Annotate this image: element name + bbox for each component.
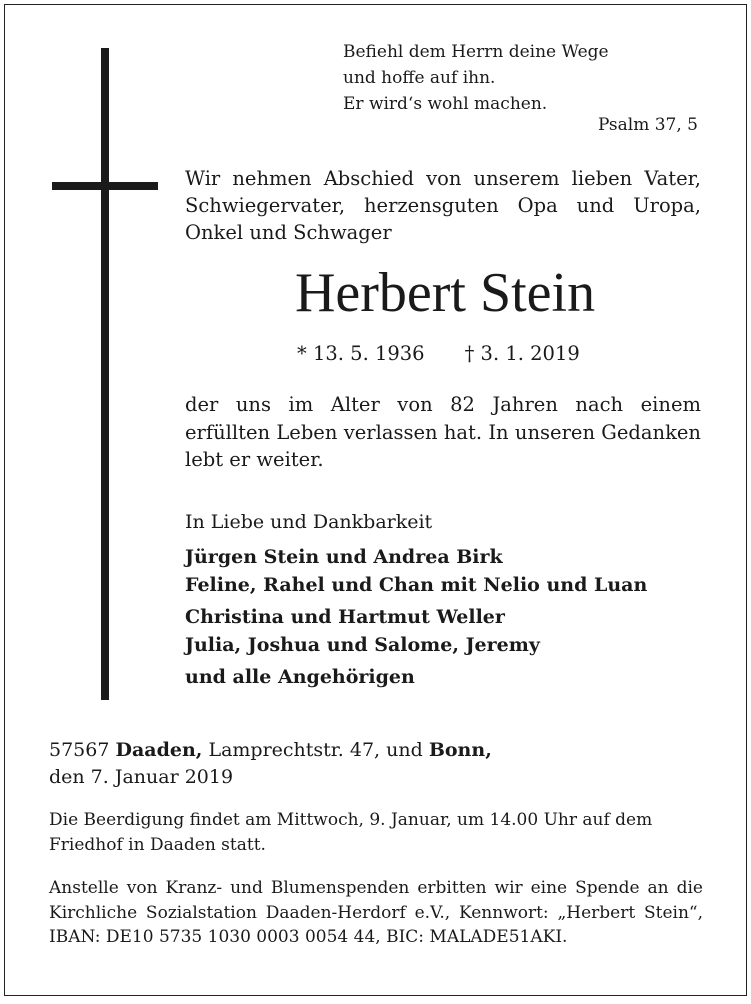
mourner-line: Christina und Hartmut Weller bbox=[185, 606, 505, 628]
obituary-notice bbox=[4, 4, 747, 996]
psalm-quote bbox=[343, 39, 609, 117]
cross-horizontal-beam bbox=[52, 182, 158, 190]
birth-date: * 13. 5. 1936 bbox=[297, 342, 425, 365]
mourners-list bbox=[185, 544, 647, 692]
zip-code: 57567 bbox=[49, 739, 110, 761]
place-and-date bbox=[49, 737, 703, 791]
city: Daaden, bbox=[115, 739, 203, 761]
mourner-group bbox=[185, 664, 647, 692]
psalm-line: Befiehl dem Herrn deine Wege bbox=[343, 42, 609, 62]
mourner-group bbox=[185, 544, 647, 599]
cross-vertical-beam bbox=[101, 48, 109, 700]
psalm-line: Er wird‘s wohl machen. bbox=[343, 94, 548, 114]
street: Lamprechtstr. 47, und bbox=[208, 739, 423, 761]
mourner-group bbox=[185, 604, 647, 659]
death-date: † 3. 1. 2019 bbox=[464, 342, 580, 365]
mourner-line: Feline, Rahel und Chan mit Nelio und Luan bbox=[185, 573, 648, 596]
city-2: Bonn, bbox=[428, 739, 492, 761]
mourners-intro: In Liebe und Dankbarkeit bbox=[185, 511, 433, 533]
life-dates bbox=[297, 342, 580, 365]
notice-date: den 7. Januar 2019 bbox=[49, 766, 234, 788]
psalm-reference: Psalm 37, 5 bbox=[597, 115, 698, 135]
outro-text: der uns im Alter von 82 Jahren nach einem erfüllten Leben verlassen hat. In unseren Gedanken lebt er weiter. bbox=[185, 393, 701, 471]
donation-info: Anstelle von Kranz- und Blumenspenden erbitten wir eine Spende an die Kirchliche Sozialstation Daaden-Herdorf e.V., Kennwort: „Herbert Stein“, IBAN: DE10 5735 1030 0003 0054 44, BIC: MALADE51AKI. bbox=[49, 878, 703, 947]
mourner-line: und alle Angehörigen bbox=[185, 666, 415, 688]
deceased-name: Herbert Stein bbox=[294, 262, 596, 324]
funeral-info: Die Beerdigung findet am Mittwoch, 9. Januar, um 14.00 Uhr auf dem Friedhof in Daaden statt. bbox=[49, 810, 653, 855]
intro-text: Wir nehmen Abschied von unserem lieben Vater, Schwiegervater, herzensguten Opa und Uropa, Onkel und Schwager bbox=[185, 167, 701, 244]
address-line bbox=[49, 737, 703, 764]
psalm-line: und hoffe auf ihn. bbox=[343, 68, 496, 88]
mourner-line: Jürgen Stein und Andrea Birk bbox=[185, 546, 503, 568]
mourner-line: Julia, Joshua und Salome, Jeremy bbox=[185, 633, 540, 656]
